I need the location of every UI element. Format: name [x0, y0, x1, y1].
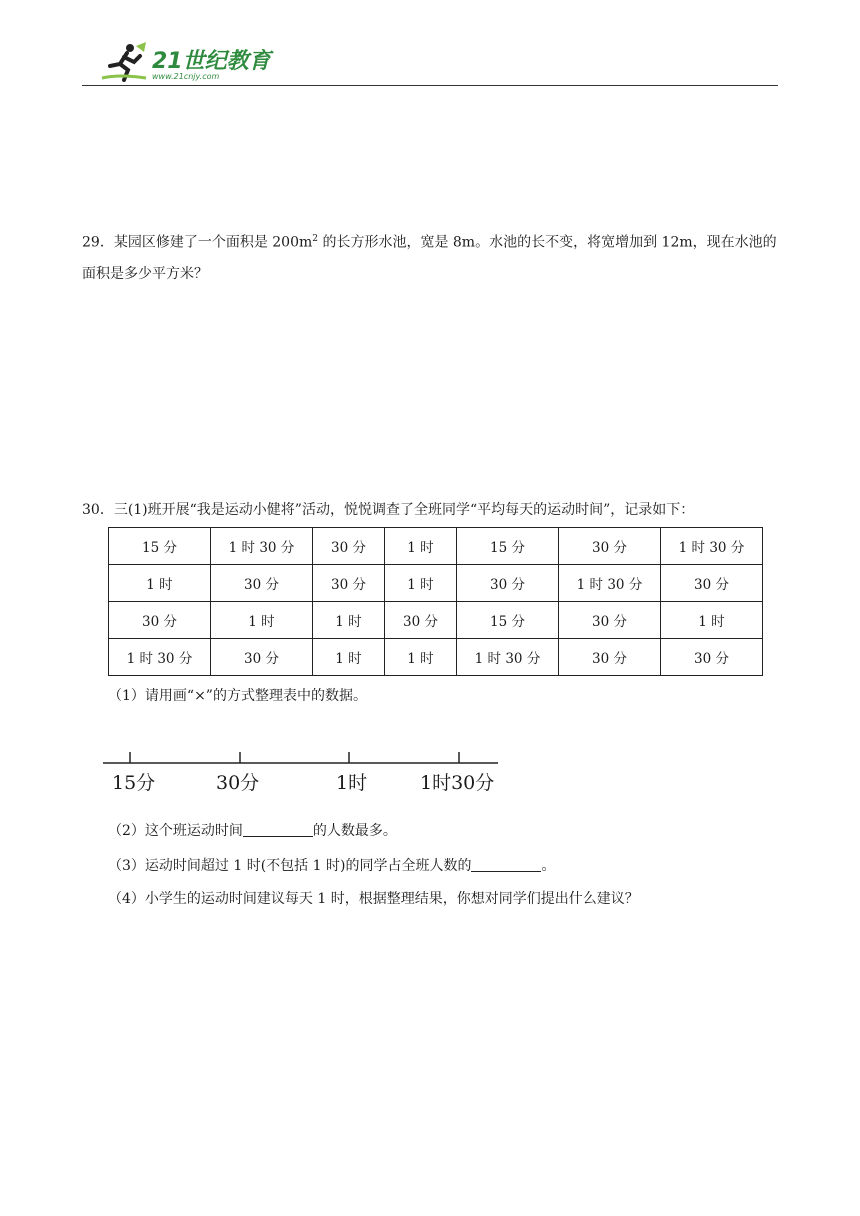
header-divider	[82, 85, 778, 86]
table-cell: 1 时 30 分	[457, 639, 559, 676]
table-cell: 30 分	[211, 639, 313, 676]
table-cell: 1 时 30 分	[211, 528, 313, 565]
table-cell: 1 时	[211, 602, 313, 639]
logo-text: 21世纪教育	[152, 49, 271, 74]
table-cell: 15 分	[457, 528, 559, 565]
table-cell: 30 分	[559, 639, 661, 676]
question-29-superscript: 2	[312, 234, 318, 244]
table-row	[109, 565, 763, 602]
sub-question-3	[108, 855, 555, 875]
sub-question-2	[108, 820, 397, 840]
record-table	[108, 527, 763, 676]
sub-question-1: （1）请用画“×”的方式整理表中的数据。	[108, 688, 367, 704]
table-cell: 30 分	[109, 602, 211, 639]
table-cell: 30 分	[313, 565, 385, 602]
table-cell: 1 时	[385, 639, 457, 676]
site-logo	[100, 40, 280, 86]
table-cell: 1 时	[661, 602, 763, 639]
table-row	[109, 528, 763, 565]
sub-question-3-text: （3）运动时间超过 1 时(不包括 1 时)的同学占全班人数的	[108, 858, 472, 874]
runner-logo-icon	[100, 40, 150, 84]
table-row	[109, 602, 763, 639]
table-cell: 15 分	[109, 528, 211, 565]
axis-label: 15分	[112, 772, 156, 794]
sub-question-2-text: （2）这个班运动时间	[108, 823, 243, 839]
axis-label: 30分	[216, 772, 260, 794]
table-cell: 30 分	[457, 565, 559, 602]
table-cell: 30 分	[211, 565, 313, 602]
sub-question-2-text-end: 的人数最多。	[312, 823, 397, 839]
table-cell: 30 分	[559, 602, 661, 639]
tally-axis	[100, 745, 505, 770]
question-29-text-1: 29．某园区修建了一个面积是 200m	[82, 234, 313, 251]
answer-blank	[243, 822, 313, 837]
table-cell: 30 分	[661, 639, 763, 676]
table-cell: 30 分	[559, 528, 661, 565]
table-cell: 1 时	[385, 528, 457, 565]
axis-label: 1时30分	[420, 772, 495, 794]
table-cell: 30 分	[385, 602, 457, 639]
table-cell: 1 时	[385, 565, 457, 602]
table-cell: 1 时	[313, 639, 385, 676]
question-29-text-2: 的长方形水池，宽是 8m。水池的长不变，将宽增加到 12m，现在水池的面积是多少平方米？	[82, 234, 777, 282]
table-row	[109, 639, 763, 676]
table-cell: 1 时	[313, 602, 385, 639]
axis-label: 1时	[336, 772, 368, 794]
sub-question-4: （4）小学生的运动时间建议每天 1 时，根据整理结果，你想对同学们提出什么建议？	[108, 891, 639, 907]
sub-question-3-text-end: 。	[541, 858, 556, 874]
table-cell: 1 时	[109, 565, 211, 602]
table-cell: 30 分	[661, 565, 763, 602]
table-cell: 1 时 30 分	[109, 639, 211, 676]
table-cell: 30 分	[313, 528, 385, 565]
logo-url: www.21cnjy.com	[152, 72, 220, 81]
question-29	[82, 224, 782, 290]
table-cell: 1 时 30 分	[661, 528, 763, 565]
answer-blank	[471, 857, 541, 872]
table-cell: 1 时 30 分	[559, 565, 661, 602]
table-cell: 15 分	[457, 602, 559, 639]
question-30-intro: 30．三(1)班开展“我是运动小健将”活动，悦悦调查了全班同学“平均每天的运动时间”，记录如下：	[82, 502, 695, 518]
